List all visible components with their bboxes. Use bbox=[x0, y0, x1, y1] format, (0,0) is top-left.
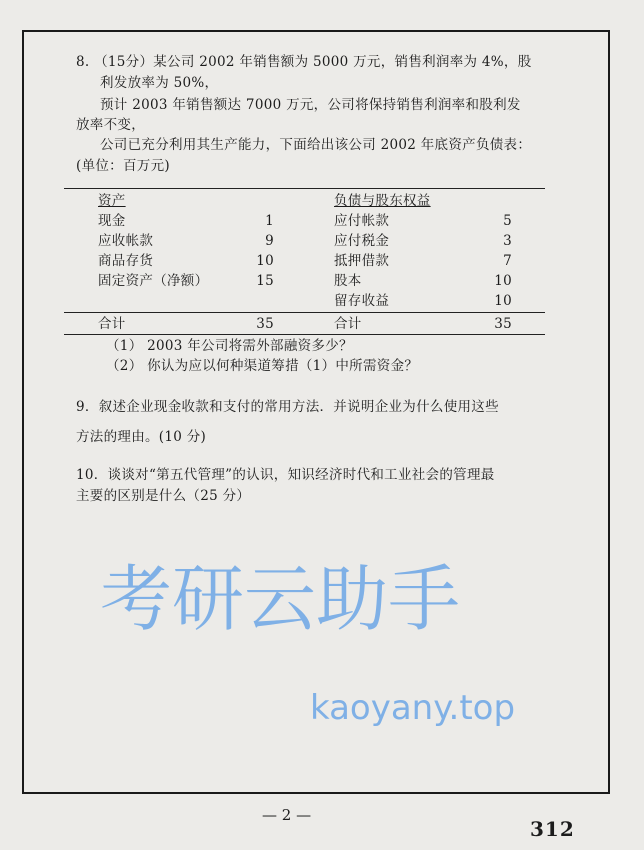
asset-value: 9 bbox=[265, 233, 274, 249]
watermark-cn: 考研云助手 bbox=[100, 557, 461, 641]
q8-line-3: 预计 2003 年销售额达 7000 万元，公司将保持销售利润率和股利发 bbox=[100, 97, 521, 113]
q8-line-5: 公司已充分利用其生产能力，下面给出该公司 2002 年底资产负债表： bbox=[100, 137, 532, 153]
liability-value: 10 bbox=[494, 273, 512, 289]
table-bottom-rule bbox=[64, 334, 545, 335]
q8-sub-question-1: （1） 2003 年公司将需外部融资多少？ bbox=[106, 338, 353, 354]
liability-label: 留存收益 bbox=[334, 293, 390, 309]
table-top-rule bbox=[64, 188, 545, 189]
asset-label: 应收帐款 bbox=[98, 233, 154, 249]
asset-label: 商品存货 bbox=[98, 253, 154, 269]
liability-label: 应付税金 bbox=[334, 233, 390, 249]
assets-total-value: 35 bbox=[256, 316, 274, 332]
asset-value: 10 bbox=[256, 253, 274, 269]
liability-value: 3 bbox=[503, 233, 512, 249]
q10-line-2: 主要的区别是什么（25 分） bbox=[76, 488, 251, 504]
asset-label: 固定资产（净额） bbox=[98, 273, 209, 289]
asset-value: 1 bbox=[265, 213, 274, 229]
liability-value: 10 bbox=[494, 293, 512, 309]
watermark-url: kaoyany.top bbox=[310, 688, 516, 728]
liability-label: 应付帐款 bbox=[334, 213, 390, 229]
assets-total-label: 合计 bbox=[98, 316, 126, 332]
liabilities-total-value: 35 bbox=[494, 316, 512, 332]
liability-value: 5 bbox=[503, 213, 512, 229]
liability-value: 7 bbox=[503, 253, 512, 269]
asset-value: 15 bbox=[256, 273, 274, 289]
page-number: — 2 — bbox=[262, 806, 312, 824]
q9-line-2: 方法的理由。(10 分) bbox=[76, 429, 207, 445]
liability-label: 抵押借款 bbox=[334, 253, 390, 269]
q8-line-4: 放率不变， bbox=[76, 117, 145, 133]
q8-line-6: (单位：百万元) bbox=[76, 158, 170, 174]
asset-label: 现金 bbox=[98, 213, 126, 229]
table-total-rule bbox=[64, 312, 545, 313]
q9-line-1: 9．叙述企业现金收款和支付的常用方法．并说明企业为什么使用这些 bbox=[76, 399, 499, 415]
liability-label: 股本 bbox=[334, 273, 362, 289]
assets-header: 资产 bbox=[98, 193, 126, 209]
exam-code: 312 bbox=[530, 817, 575, 841]
q8-line-1: 8. （15分）某公司 2002 年销售额为 5000 万元，销售利润率为 4%，股 bbox=[76, 54, 532, 70]
q8-sub-question-2: （2） 你认为应以何种渠道筹措（1）中所需资金？ bbox=[106, 358, 419, 374]
q8-line-2: 利发放率为 50%， bbox=[100, 75, 219, 91]
liabilities-total-label: 合计 bbox=[334, 316, 362, 332]
q10-line-1: 10．谈谈对“第五代管理”的认识，知识经济时代和工业社会的管理最 bbox=[76, 467, 495, 483]
liabilities-header: 负债与股东权益 bbox=[334, 193, 431, 209]
